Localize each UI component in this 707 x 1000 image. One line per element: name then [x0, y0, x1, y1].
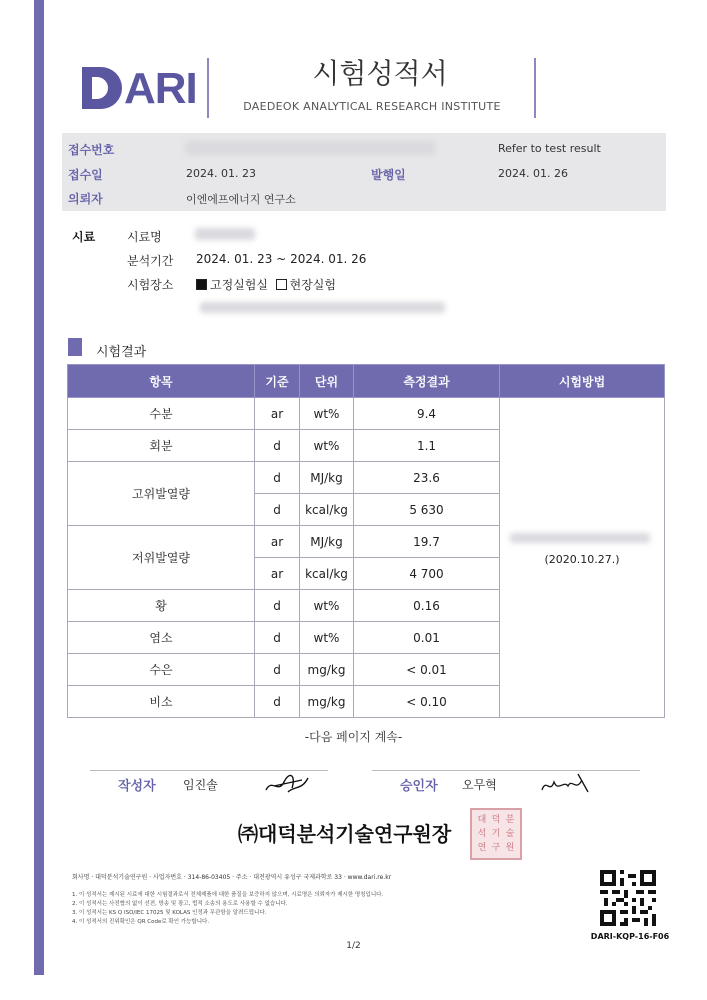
basis-cell: d [255, 590, 300, 622]
header-divider [207, 58, 209, 118]
period-start: 2024. 01. 23 [196, 252, 273, 266]
unit-cell: MJ/kg [300, 462, 354, 494]
unit-cell: wt% [300, 398, 354, 430]
place-fixed-lab: 고정실험실 [210, 278, 268, 292]
sample-name-label: 시료명 [127, 230, 162, 244]
logo-d-mark-icon [82, 67, 122, 109]
issue-date-label: 발행일 [371, 168, 406, 182]
place-field-test: 현장실험 [289, 278, 336, 292]
table-header-row [68, 365, 665, 398]
item-cell: 저위발열량 [68, 526, 255, 590]
value-cell: 1.1 [354, 430, 500, 462]
document-title: 시험성적서 [312, 57, 448, 90]
basis-cell: d [255, 622, 300, 654]
results-table [67, 364, 665, 718]
receipt-no-label: 접수번호 [68, 143, 115, 157]
item-cell: 비소 [68, 686, 255, 718]
receipt-date: 2024. 01. 23 [186, 167, 256, 180]
sample-section-label: 시료 [72, 230, 96, 244]
value-cell: 0.01 [354, 622, 500, 654]
author-name: 임진솔 [183, 778, 218, 792]
method-cell [500, 398, 665, 718]
company-info-line: 회사명 · 대덕분석기술연구원 · 사업자번호 · 314-86-03405 · 주소 · 대전광역시 유성구 국제과학로 33 · www.dari.re.kr [72, 874, 392, 881]
continued-note: -다음 페이지 계속- [304, 730, 403, 744]
redacted-sample-note [200, 302, 445, 313]
method-date: (2020.10.27.) [544, 553, 620, 566]
unit-cell: mg/kg [300, 686, 354, 718]
basis-cell: ar [255, 558, 300, 590]
qr-code-icon[interactable] [600, 870, 656, 926]
period-end: 2024. 01. 26 [290, 252, 367, 266]
basis-cell: d [255, 654, 300, 686]
unit-cell: wt% [300, 622, 354, 654]
unchecked-box-icon [276, 279, 287, 290]
item-cell: 회분 [68, 430, 255, 462]
footer-note: 2. 이 성적서는 사전협의 없이 선전, 방송 및 광고, 법적 소송의 용도로 사용할 수 없습니다. [72, 901, 288, 907]
official-seal: 대 덕 분 석 기 술 연 구 원 [470, 808, 522, 860]
section-marker [68, 338, 82, 356]
item-cell: 염소 [68, 622, 255, 654]
footer-note: 1. 이 성적서는 제시된 시료에 대한 시험결과로서 전체제품에 대한 품질을 보증하지 않으며, 시료명은 의뢰자가 제시한 명칭입니다. [72, 892, 384, 898]
table-row [68, 398, 665, 430]
value-cell: 9.4 [354, 398, 500, 430]
analysis-period-label: 분석기간 [127, 254, 174, 268]
unit-cell: kcal/kg [300, 558, 354, 590]
unit-cell: mg/kg [300, 654, 354, 686]
item-cell: 고위발열량 [68, 462, 255, 526]
signature-line [372, 770, 640, 771]
basis-cell: d [255, 462, 300, 494]
client-label: 의뢰자 [68, 192, 103, 206]
institute-name: DAEDEOK ANALYTICAL RESEARCH INSTITUTE [243, 100, 501, 113]
basis-cell: d [255, 686, 300, 718]
basis-cell: d [255, 430, 300, 462]
author-label: 작성자 [118, 779, 156, 794]
issue-date: 2024. 01. 26 [498, 167, 568, 180]
receipt-date-label: 접수일 [68, 168, 103, 182]
basis-cell: d [255, 494, 300, 526]
dari-logo [82, 64, 197, 114]
col-header-basis: 기준 [255, 365, 300, 398]
unit-cell: kcal/kg [300, 494, 354, 526]
value-cell: 19.7 [354, 526, 500, 558]
col-header-unit: 단위 [300, 365, 354, 398]
col-header-method: 시험방법 [500, 365, 665, 398]
redacted-sample-name [195, 228, 255, 240]
unit-cell: MJ/kg [300, 526, 354, 558]
page-number: 1/2 [346, 941, 361, 951]
unit-cell: wt% [300, 430, 354, 462]
test-place-options [196, 276, 336, 293]
period-separator: ~ [276, 252, 287, 266]
value-cell: < 0.10 [354, 686, 500, 718]
redacted-method [510, 533, 650, 543]
value-cell: 0.16 [354, 590, 500, 622]
organization-head: ㈜대덕분석기술연구원장 [238, 822, 452, 846]
item-cell: 수은 [68, 654, 255, 686]
author-signature-icon [262, 772, 312, 798]
basis-cell: ar [255, 398, 300, 430]
receipt-no-note: Refer to test result [498, 142, 601, 155]
test-place-label: 시험장소 [127, 278, 174, 292]
left-accent-bar [34, 0, 44, 975]
item-cell: 황 [68, 590, 255, 622]
col-header-result: 측정결과 [354, 365, 500, 398]
approver-label: 승인자 [400, 779, 438, 794]
form-code: DARI-KQP-16-F06 [590, 932, 670, 941]
item-cell: 수분 [68, 398, 255, 430]
results-title: 시험결과 [96, 345, 147, 360]
unit-cell: wt% [300, 590, 354, 622]
footer-note: 4. 이 성적서의 진위확인은 QR Code로 확인 가능합니다. [72, 919, 210, 925]
col-header-item: 항목 [68, 365, 255, 398]
value-cell: 23.6 [354, 462, 500, 494]
redacted-receipt-no [185, 141, 435, 155]
approver-name: 오무혁 [462, 778, 497, 792]
checked-box-icon [196, 279, 207, 290]
analysis-period [196, 252, 366, 266]
approver-signature-icon [538, 770, 594, 798]
value-cell: 5 630 [354, 494, 500, 526]
value-cell: < 0.01 [354, 654, 500, 686]
value-cell: 4 700 [354, 558, 500, 590]
client-name: 이엔에프에너지 연구소 [186, 193, 296, 206]
logo-text: ARI [124, 64, 197, 113]
header-divider [534, 58, 536, 118]
signature-line [90, 770, 328, 771]
footer-note: 3. 이 성적서는 KS Q ISO/IEC 17025 및 KOLAS 인정과 무관함을 알려드립니다. [72, 910, 267, 916]
basis-cell: ar [255, 526, 300, 558]
